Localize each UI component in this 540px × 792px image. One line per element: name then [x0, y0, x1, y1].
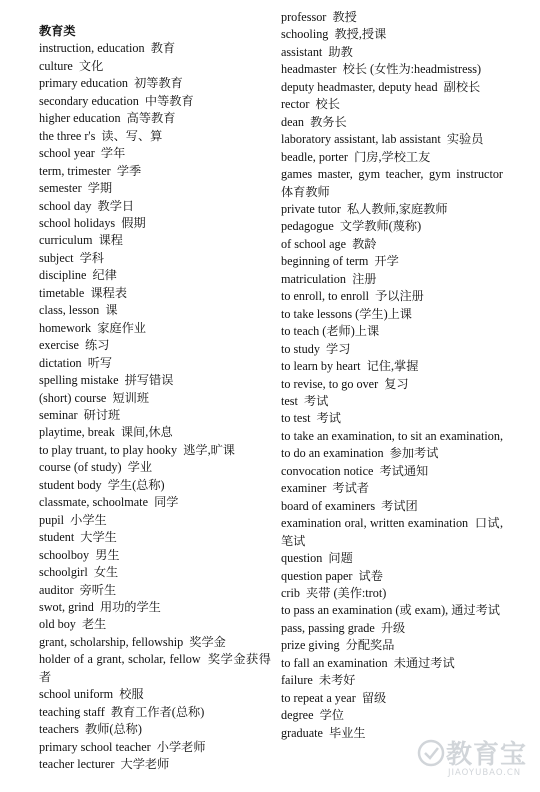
vocab-entry: of school age 教龄: [281, 236, 377, 251]
vocab-entry: prize giving 分配奖品: [281, 638, 395, 653]
vocab-entry: swot, grind 用功的学生: [39, 599, 161, 614]
vocab-entry: headmaster 校长 (女性为:headmistress): [281, 62, 482, 77]
vocab-entry: board of examiners 考试团: [281, 498, 418, 513]
vocab-entry: convocation notice 考试通知: [281, 463, 429, 478]
watermark-text: 教育宝: [446, 740, 528, 770]
vocab-entry: failure 未考好: [281, 673, 356, 688]
vocab-entry: spelling mistake 拼写错误: [39, 373, 174, 388]
vocab-entry: schoolboy 男生: [39, 547, 120, 562]
vocab-entry: to test 考试: [281, 411, 341, 426]
vocab-entry: grant, scholarship, fellowship 奖学金: [39, 634, 226, 649]
vocab-entry: teaching staff 教育工作者(总称): [39, 704, 205, 719]
vocab-entry: rector 校长: [281, 97, 340, 112]
vocab-entry: school holidays 假期: [39, 215, 146, 230]
vocab-entry: to play truant, to play hooky 逃学,旷课: [39, 442, 235, 457]
watermark: [412, 728, 530, 786]
vocab-entry: instruction, education 教育: [39, 41, 176, 56]
vocab-entry: student body 学生(总称): [39, 477, 165, 492]
vocab-entry: to take lessons (学生)上课: [281, 306, 412, 321]
vocab-entry: primary school teacher 小学老师: [39, 739, 206, 754]
vocab-entry: teacher lecturer 大学老师: [39, 757, 170, 772]
vocab-entry: schoolgirl 女生: [39, 565, 119, 580]
vocab-entry: class, lesson 课: [39, 303, 118, 318]
vocab-entry: school uniform 校服: [39, 687, 144, 702]
vocab-entry: examiner 考试者: [281, 481, 369, 496]
vocab-entry: to take an examination, to sit an examination, to do an examination 参加考试: [281, 428, 507, 461]
vocab-entry: dictation 听写: [39, 355, 113, 370]
vocab-entry: assistant 助教: [281, 44, 353, 59]
vocab-entry: holder of a grant, scholar, fellow 奖学金获得者: [39, 652, 271, 684]
vocab-entry: beginning of term 开学: [281, 254, 399, 269]
vocab-entry: term, trimester 学季: [39, 163, 142, 178]
vocab-entry: to study 学习: [281, 341, 351, 356]
vocab-entry: to revise, to go over 复习: [281, 376, 409, 391]
vocab-entry: games master, gym teacher, gym instructor 体育教师: [281, 167, 510, 199]
vocab-entry: subject 学科: [39, 250, 104, 265]
left-column: [39, 23, 271, 773]
vocab-entry: seminar 研讨班: [39, 407, 121, 422]
vocab-entry: the three r's 读、写、算: [39, 128, 163, 143]
vocab-entry: to repeat a year 留级: [281, 690, 387, 705]
vocab-entry: old boy 老生: [39, 617, 107, 632]
vocab-entry: professor 教授: [281, 10, 357, 24]
vocab-entry: dean 教务长: [281, 114, 347, 129]
vocab-entry: private tutor 私人教师,家庭教师: [281, 201, 448, 216]
vocab-entry: timetable 课程表: [39, 285, 128, 300]
vocab-entry: curriculum 课程: [39, 233, 123, 248]
vocab-entry: degree 学位: [281, 708, 344, 723]
vocab-entry: classmate, schoolmate 同学: [39, 495, 179, 510]
vocab-entry: graduate 毕业生: [281, 725, 366, 740]
vocab-entry: course (of study) 学业: [39, 460, 153, 475]
vocab-entry: question paper 试卷: [281, 568, 383, 583]
vocab-entry: schooling 教授,授课: [281, 27, 387, 42]
vocab-entry: beadle, porter 门房,学校工友: [281, 149, 431, 164]
vocab-entry: to learn by heart 记住,掌握: [281, 359, 419, 374]
vocab-entry: higher education 高等教育: [39, 111, 176, 126]
vocab-entry: culture 文化: [39, 58, 104, 73]
vocab-entry: homework 家庭作业: [39, 320, 146, 335]
vocab-entry: auditor 旁听生: [39, 582, 117, 597]
vocab-entry: teachers 教师(总称): [39, 722, 142, 737]
vocab-entry: school year 学年: [39, 146, 126, 161]
vocab-entry: deputy headmaster, deputy head 副校长: [281, 79, 481, 94]
vocab-entry: exercise 练习: [39, 338, 110, 353]
vocab-entry: pass, passing grade 升级: [281, 620, 406, 635]
vocab-entry: playtime, break 课间,休息: [39, 425, 173, 440]
vocab-entry: to fall an examination 未通过考试: [281, 655, 455, 670]
vocab-entry: test 考试: [281, 393, 329, 408]
vocab-entry: student 大学生: [39, 530, 117, 545]
watermark-url: JIAOYUBAO.CN: [448, 768, 522, 778]
vocab-entry: semester 学期: [39, 181, 113, 196]
vocab-entry: discipline 纪律: [39, 268, 117, 283]
vocab-entry: pedagogue 文学教师(蔑称): [281, 219, 422, 234]
vocab-entry: to pass an examination (或 exam), 通过考试: [281, 603, 500, 618]
vocab-entry: school day 教学日: [39, 198, 135, 213]
watermark-logo-icon: [416, 738, 446, 768]
vocab-entry: secondary education 中等教育: [39, 93, 194, 108]
vocab-entry: crib 夹带 (美作:trot): [281, 585, 387, 600]
vocab-entry: examination oral, written examination 口试,笔试: [281, 516, 503, 548]
vocab-entry: matriculation 注册: [281, 271, 377, 286]
vocab-entry: to teach (老师)上课: [281, 324, 380, 339]
vocab-entry: question 问题: [281, 551, 353, 566]
vocab-entry: to enroll, to enroll 予以注册: [281, 289, 424, 304]
vocab-entry: pupil 小学生: [39, 512, 107, 527]
section-heading: 教育类: [39, 24, 76, 38]
vocab-entry: primary education 初等教育: [39, 76, 183, 91]
vocab-entry: (short) course 短训班: [39, 390, 150, 405]
vocab-entry: laboratory assistant, lab assistant 实验员: [281, 132, 484, 147]
right-column: [281, 9, 510, 742]
